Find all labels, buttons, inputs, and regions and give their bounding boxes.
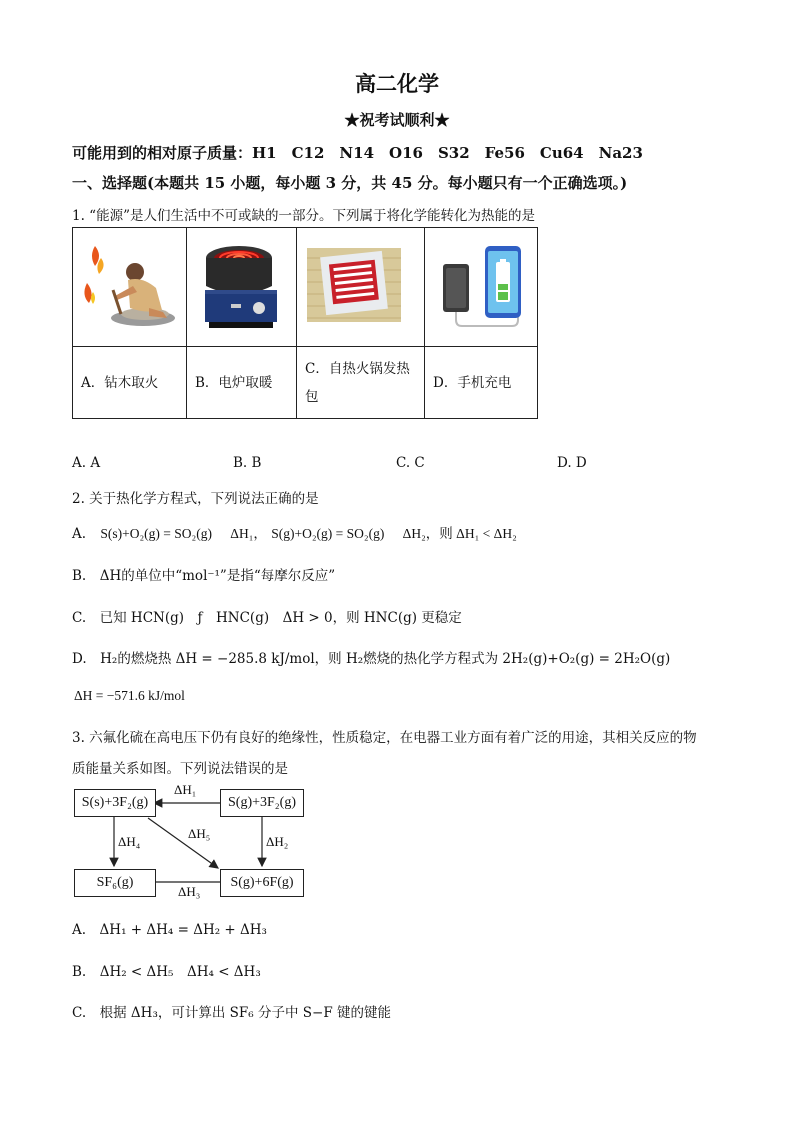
label-dh4: ΔH₄ bbox=[118, 834, 141, 849]
q2-option-b[interactable]: B. ΔH的单位中“mol⁻¹”是指“每摩尔反应” bbox=[72, 568, 336, 584]
q2-stem: 2. 关于热化学方程式，下列说法正确的是 bbox=[72, 491, 319, 507]
q1-option-c-line2: 包 bbox=[305, 388, 319, 405]
q2-a-prefix: A. bbox=[72, 526, 87, 542]
electric-stove-icon bbox=[187, 228, 296, 342]
q1-image-d bbox=[425, 228, 538, 347]
label-dh5: ΔH₅ bbox=[188, 826, 211, 841]
page-title: 高二化学 bbox=[355, 71, 439, 96]
q1-option-c-label bbox=[297, 347, 425, 419]
q3-energy-diagram bbox=[72, 780, 312, 900]
q1-options-table bbox=[72, 227, 538, 419]
label-dh2: ΔH₂ bbox=[266, 834, 289, 849]
q2-option-c[interactable]: C. 已知 HCN(g) ƒ HNC(g) ΔH > 0，则 HNC(g) 更稳定 bbox=[72, 610, 462, 626]
q2-option-a[interactable] bbox=[72, 522, 517, 542]
q1-stem: 1. “能源”是人们生活中不可或缺的一部分。下列属于将化学能转化为热能的是 bbox=[72, 208, 535, 224]
box-sf6: SF₆(g) bbox=[74, 869, 156, 897]
heat-pack-icon bbox=[297, 228, 424, 342]
q1-image-c bbox=[297, 228, 425, 347]
q1-option-a-label: A．钻木取火 bbox=[73, 347, 187, 419]
q3-option-c[interactable]: C. 根据 ΔH₃，可计算出 SF₆ 分子中 S−F 键的键能 bbox=[72, 1005, 391, 1021]
q1-choice-d[interactable]: D. D bbox=[557, 455, 587, 471]
q1-image-a bbox=[73, 228, 187, 347]
q1-option-c-line1: C．自热火锅发热 bbox=[305, 360, 410, 377]
q1-option-d-label: D．手机充电 bbox=[425, 347, 538, 419]
q3-stem-line2: 质能量关系如图。下列说法错误的是 bbox=[72, 761, 288, 777]
label-dh3: ΔH₃ bbox=[178, 884, 201, 899]
q1-choice-c[interactable]: C. C bbox=[396, 455, 425, 471]
blessing-line: ★祝考试顺利★ bbox=[344, 111, 450, 129]
label-dh1: ΔH₁ bbox=[174, 782, 197, 797]
q1-choice-b[interactable]: B. B bbox=[233, 455, 262, 471]
q1-choice-a[interactable]: A. A bbox=[72, 455, 101, 471]
atomic-masses: 可能用到的相对原子质量：H1 C12 N14 O16 S32 Fe56 Cu64 Na23 bbox=[72, 144, 643, 162]
section-heading: 一、选择题(本题共 15 小题，每小题 3 分，共 45 分。每小题只有一个正确选项。) bbox=[72, 174, 628, 192]
q3-option-b[interactable]: B. ΔH₂ < ΔH₅ ΔH₄ < ΔH₃ bbox=[72, 964, 261, 980]
q3-stem-line1: 3. 六氟化硫在高电压下仍有良好的绝缘性，性质稳定，在电器工业方面有着广泛的用途，其相关反应的物 bbox=[72, 730, 697, 746]
box-s-solid-3f2: S(s)+3F₂(g) bbox=[74, 789, 156, 817]
q2-option-d-line2: ΔH = −571.6 kJ/mol bbox=[74, 688, 185, 703]
q2-a-h2: ΔH₂，则 ΔH₁ < ΔH₂ bbox=[402, 526, 517, 541]
q2-option-d-line1[interactable]: D. H₂的燃烧热 ΔH = −285.8 kJ/mol，则 H₂燃烧的热化学方程式为 2H₂(g)+O₂(g) = 2H₂O(g) bbox=[72, 651, 671, 667]
box-s-gas-3f2: S(g)+3F₂(g) bbox=[220, 789, 304, 817]
box-s-gas-6f: S(g)+6F(g) bbox=[220, 869, 304, 897]
q2-a-eq2: S(g)+O₂(g) = SO₂(g) bbox=[271, 526, 385, 541]
q1-image-b bbox=[187, 228, 297, 347]
phone-charging-icon bbox=[425, 228, 537, 342]
q2-a-h1: ΔH₁， bbox=[230, 526, 267, 541]
caveman-fire-icon bbox=[73, 228, 186, 342]
q1-option-b-label: B．电炉取暖 bbox=[187, 347, 297, 419]
q3-option-a[interactable]: A. ΔH₁ + ΔH₄ = ΔH₂ + ΔH₃ bbox=[72, 922, 267, 938]
q2-a-eq1: S(s)+O₂(g) = SO₂(g) bbox=[100, 526, 212, 541]
